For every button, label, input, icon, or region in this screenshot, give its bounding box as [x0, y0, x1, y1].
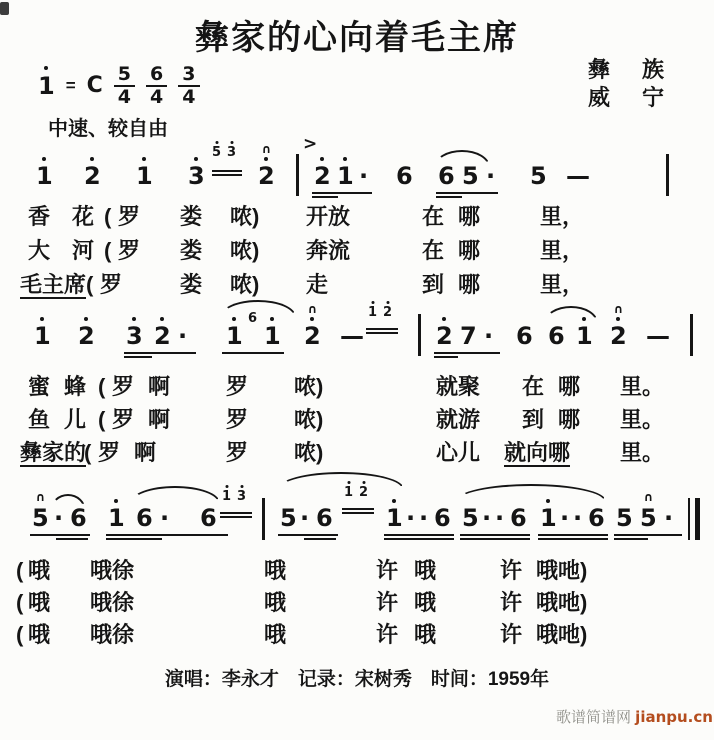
lyric: 就聚: [436, 374, 481, 399]
lyric: 许: [500, 622, 523, 647]
lyric: 许: [376, 622, 399, 647]
watermark: [556, 706, 713, 727]
lyric: (: [84, 440, 92, 465]
lyric: 到: [522, 407, 545, 432]
lyric: 徐: [112, 558, 135, 583]
grace-note: 6: [248, 311, 258, 326]
tonic-note: 1: [38, 72, 55, 100]
lyric: 哝: [230, 204, 253, 229]
beam-underline: [30, 534, 90, 536]
beam-underline: [366, 328, 398, 330]
grace-note: 3: [237, 490, 246, 503]
lyric: 许: [376, 590, 399, 615]
lyric: 花: [72, 204, 95, 229]
note: 6: [548, 322, 565, 350]
tempo-marking: 中速、较自由: [48, 118, 168, 140]
lyric: 哦: [536, 622, 559, 647]
lyric: 罗: [226, 440, 249, 465]
beam-underline: [304, 538, 336, 540]
note: 2 ∩: [258, 142, 275, 190]
lyric: ): [580, 622, 588, 647]
note: —: [646, 322, 670, 350]
note: ·: [484, 322, 494, 350]
lyric: 里。: [620, 374, 665, 399]
breath-mark: ∩: [307, 302, 318, 316]
note: 1: [226, 324, 243, 348]
octave-dot: [215, 141, 218, 144]
lyric: (: [104, 204, 112, 229]
slur-arc: [434, 150, 490, 167]
octave-dot: [240, 485, 243, 488]
octave-dot: [232, 317, 236, 321]
lyric: 蜜: [28, 374, 51, 399]
lyric: 哝: [294, 374, 317, 399]
lyric: 哪: [558, 374, 581, 399]
slur-arc: [456, 484, 606, 501]
breath-mark: ∩: [613, 302, 624, 316]
beam-underline: [538, 534, 608, 536]
beam-underline: [220, 512, 252, 514]
lyric: 在: [422, 238, 445, 263]
note: 1: [136, 164, 153, 188]
beam-underline: [106, 534, 228, 536]
lyric: 大: [28, 238, 51, 263]
note: 2: [314, 164, 331, 188]
lyric: 哪: [458, 238, 481, 263]
note: ·: [495, 504, 505, 532]
beam-underline: [312, 192, 372, 194]
lyric: 罗: [112, 374, 135, 399]
lyric: 彝家的: [20, 440, 87, 465]
note: 6: [588, 504, 605, 532]
beam-underline: [212, 174, 242, 176]
lyric: 哦: [90, 558, 113, 583]
note: 5: [280, 504, 297, 532]
octave-dot: [310, 317, 314, 321]
octave-dot: [442, 317, 446, 321]
octave-dot: [40, 317, 44, 321]
note: ·: [160, 504, 170, 532]
lyric: 吔: [558, 590, 581, 615]
note: 2: [154, 324, 171, 348]
beam-underline: [436, 192, 498, 194]
lyric: 哝: [230, 238, 253, 263]
note: 5: [530, 162, 547, 190]
lyric: 罗: [100, 272, 123, 297]
lyric: 罗: [226, 374, 249, 399]
note: ·: [664, 504, 674, 532]
note: 6: [396, 162, 413, 190]
lyric: 河: [72, 238, 95, 263]
lyric: 许: [500, 558, 523, 583]
lyric: 哦: [414, 590, 437, 615]
lyric: ): [252, 272, 260, 297]
note: 1: [576, 324, 593, 348]
note: ·: [560, 504, 570, 532]
lyric: 走: [306, 272, 329, 297]
lyric: 哦: [414, 558, 437, 583]
note: 2: [84, 164, 101, 188]
beam-underline: [384, 538, 454, 540]
beam-underline: [614, 538, 648, 540]
barline: [262, 498, 265, 540]
grace-note: 5: [212, 146, 221, 159]
lyric: 哪: [558, 407, 581, 432]
lyric: 哦: [90, 590, 113, 615]
lyric: 罗: [118, 238, 141, 263]
octave-dot: [343, 157, 347, 161]
lyric: ): [316, 374, 324, 399]
octave-dot: [84, 317, 88, 321]
lyric: 哦: [536, 590, 559, 615]
note: 5: [462, 162, 479, 190]
note: ·: [482, 504, 492, 532]
note: ·: [406, 504, 416, 532]
note: 6: [136, 504, 153, 532]
lyric: 就游: [436, 407, 481, 432]
note: 6: [516, 322, 533, 350]
beam-underline: [342, 512, 374, 514]
lyric: (: [98, 407, 106, 432]
grace-note: 1: [222, 490, 231, 503]
lyric: 哦: [264, 590, 287, 615]
note: 6: [510, 504, 527, 532]
lyric: 罗: [98, 440, 121, 465]
lyric: 哦: [28, 590, 51, 615]
beam-underline: [124, 352, 196, 354]
note: 1: [108, 506, 125, 530]
octave-dot: [230, 141, 233, 144]
note: ·: [178, 322, 188, 350]
meter-fraction: $\frac{5}{4}$: [114, 64, 135, 107]
lyric: 鱼: [28, 407, 51, 432]
lyric: 里，: [540, 238, 585, 263]
lyric: 哦: [90, 622, 113, 647]
lyric: 里，: [540, 204, 585, 229]
lyric: 娄: [180, 238, 203, 263]
note: 6: [70, 504, 87, 532]
beam-underline: [124, 356, 152, 358]
lyric: 哪: [458, 204, 481, 229]
credits-line: 演唱：李永才 记录：宋树秀 时间：1959年: [164, 669, 550, 690]
barline: [690, 314, 693, 356]
origin-line: 威 宁: [588, 84, 664, 110]
lyric: 娄: [180, 272, 203, 297]
note: 1: [540, 506, 557, 530]
note: 2 ∩: [304, 302, 321, 350]
lyric: ): [316, 440, 324, 465]
note: ·: [359, 162, 369, 190]
beam-underline: [460, 534, 530, 536]
note: 3: [126, 324, 143, 348]
slur-arc: [130, 486, 220, 503]
origin-line: 彝 族: [588, 57, 664, 82]
meter-fraction: $\frac{3}{4}$: [178, 64, 199, 107]
lyric: 在: [522, 374, 545, 399]
breath-mark: ∩: [261, 142, 272, 156]
lyric: 许: [500, 590, 523, 615]
lyric: ): [580, 558, 588, 583]
octave-dot: [616, 317, 620, 321]
lyric: 开放: [306, 204, 351, 229]
beam-underline: [460, 538, 530, 540]
note: 5 ∩: [640, 490, 657, 532]
lyric: 罗: [226, 407, 249, 432]
beam-underline: [434, 352, 500, 354]
lyric: 哦: [28, 558, 51, 583]
lyric: 儿: [64, 407, 87, 432]
note: 1: [264, 324, 281, 348]
barline: [418, 314, 421, 356]
grace-note: 3: [227, 146, 236, 159]
slur-arc: [278, 472, 404, 489]
lyric: 就向哪: [504, 440, 571, 465]
note: 5: [616, 504, 633, 532]
lyric: 蜂: [64, 374, 87, 399]
note: 1: [36, 164, 53, 188]
octave-dot: [194, 157, 198, 161]
beam-underline: [106, 538, 162, 540]
beam-underline: [212, 170, 242, 172]
octave-dot: [42, 157, 46, 161]
note: 5 ∩: [32, 490, 49, 532]
grace-note: 2: [359, 486, 368, 499]
lyric: (: [104, 238, 112, 263]
beam-underline: [278, 534, 338, 536]
beam-underline: [366, 332, 398, 334]
barline: [296, 154, 299, 196]
lyric: ): [252, 238, 260, 263]
accent-mark: >: [303, 134, 318, 154]
note: —: [340, 322, 364, 350]
lyric: 啊: [134, 440, 157, 465]
note: —: [566, 162, 590, 190]
lyric: (: [98, 374, 106, 399]
octave-dot: [264, 157, 268, 161]
grace-note: 1: [344, 486, 353, 499]
octave-dot: [371, 301, 374, 304]
lyric: 哝: [230, 272, 253, 297]
note: ·: [573, 504, 583, 532]
lyric: ): [316, 407, 324, 432]
lyric: (: [16, 590, 24, 615]
lyric: 里。: [620, 407, 665, 432]
note: 1: [386, 506, 403, 530]
lyric: 许: [376, 558, 399, 583]
note: 2: [78, 324, 95, 348]
lyric: 哦: [536, 558, 559, 583]
lyric: 奔流: [306, 238, 351, 263]
note: 7: [460, 322, 477, 350]
lyric: 吔: [558, 558, 581, 583]
beam-underline: [436, 196, 462, 198]
beam-underline: [384, 534, 454, 536]
beam-underline: [312, 196, 338, 198]
note: 1: [34, 324, 51, 348]
song-title: 彝家的心向着毛主席: [195, 19, 519, 57]
octave-dot: [270, 317, 274, 321]
breath-mark: ∩: [643, 490, 654, 504]
lyric: 啊: [148, 374, 171, 399]
lyric: 里，: [540, 272, 585, 297]
note: ·: [419, 504, 429, 532]
lyric: 哝: [294, 440, 317, 465]
lyric: 哦: [264, 622, 287, 647]
lyric: 毛主席: [20, 272, 87, 297]
lyric: 哦: [264, 558, 287, 583]
octave-dot: [225, 485, 228, 488]
lyric: 哝: [294, 407, 317, 432]
lyric: (: [16, 622, 24, 647]
lyric: 哦: [28, 622, 51, 647]
lyric: 啊: [148, 407, 171, 432]
lyric: 香: [28, 204, 51, 229]
note: 2: [436, 324, 453, 348]
note: 3: [188, 164, 205, 188]
lyric: 到: [422, 272, 445, 297]
grace-note: 2: [383, 306, 392, 319]
barline: [666, 154, 669, 196]
beam-underline: [434, 356, 458, 358]
lyric: 徐: [112, 590, 135, 615]
final-barline: [688, 498, 700, 540]
note: 2 ∩: [610, 302, 627, 350]
lyric: 哦: [414, 622, 437, 647]
watermark-domain: jianpu.cn: [635, 708, 713, 726]
slur-arc: [220, 300, 296, 317]
octave-dot: [386, 301, 389, 304]
octave-dot: [114, 499, 118, 503]
slur-arc: [50, 494, 86, 511]
slur-arc: [544, 306, 598, 323]
lyric: 娄: [180, 204, 203, 229]
note: ·: [54, 504, 64, 532]
note: 6: [200, 504, 217, 532]
beam-underline: [614, 534, 682, 536]
lyric: 吔: [558, 622, 581, 647]
note: 1: [337, 164, 354, 188]
note: 6: [438, 162, 455, 190]
lyric: 心儿: [436, 440, 481, 465]
lyric: 罗: [112, 407, 135, 432]
breath-mark: ∩: [35, 490, 46, 504]
lyric: 罗: [118, 204, 141, 229]
lyric: 里。: [620, 440, 665, 465]
lyric: 在: [422, 204, 445, 229]
note: ·: [300, 504, 310, 532]
watermark-site: 歌谱简谱网: [556, 709, 636, 726]
lyric: ): [252, 204, 260, 229]
note: 6: [316, 504, 333, 532]
octave-dot: [90, 157, 94, 161]
lyric: ): [580, 590, 588, 615]
meter-fraction: $\frac{6}{4}$: [146, 64, 167, 107]
note: 6: [434, 504, 451, 532]
grace-note: 1: [368, 306, 377, 319]
octave-dot: [142, 157, 146, 161]
tonality-letter: C: [86, 73, 103, 99]
note: ·: [486, 162, 496, 190]
equals-sign: =: [65, 75, 76, 95]
beam-underline: [56, 538, 88, 540]
note: 5: [462, 504, 479, 532]
octave-dot: [392, 499, 396, 503]
octave-dot: [320, 157, 324, 161]
lyric: 徐: [112, 622, 135, 647]
octave-dot: [160, 317, 164, 321]
lyric: (: [86, 272, 94, 297]
beam-underline: [220, 516, 252, 518]
beam-underline: [222, 352, 284, 354]
lyric: 哪: [458, 272, 481, 297]
beam-underline: [342, 508, 374, 510]
beam-underline: [538, 538, 608, 540]
octave-dot: [132, 317, 136, 321]
lyric: (: [16, 558, 24, 583]
